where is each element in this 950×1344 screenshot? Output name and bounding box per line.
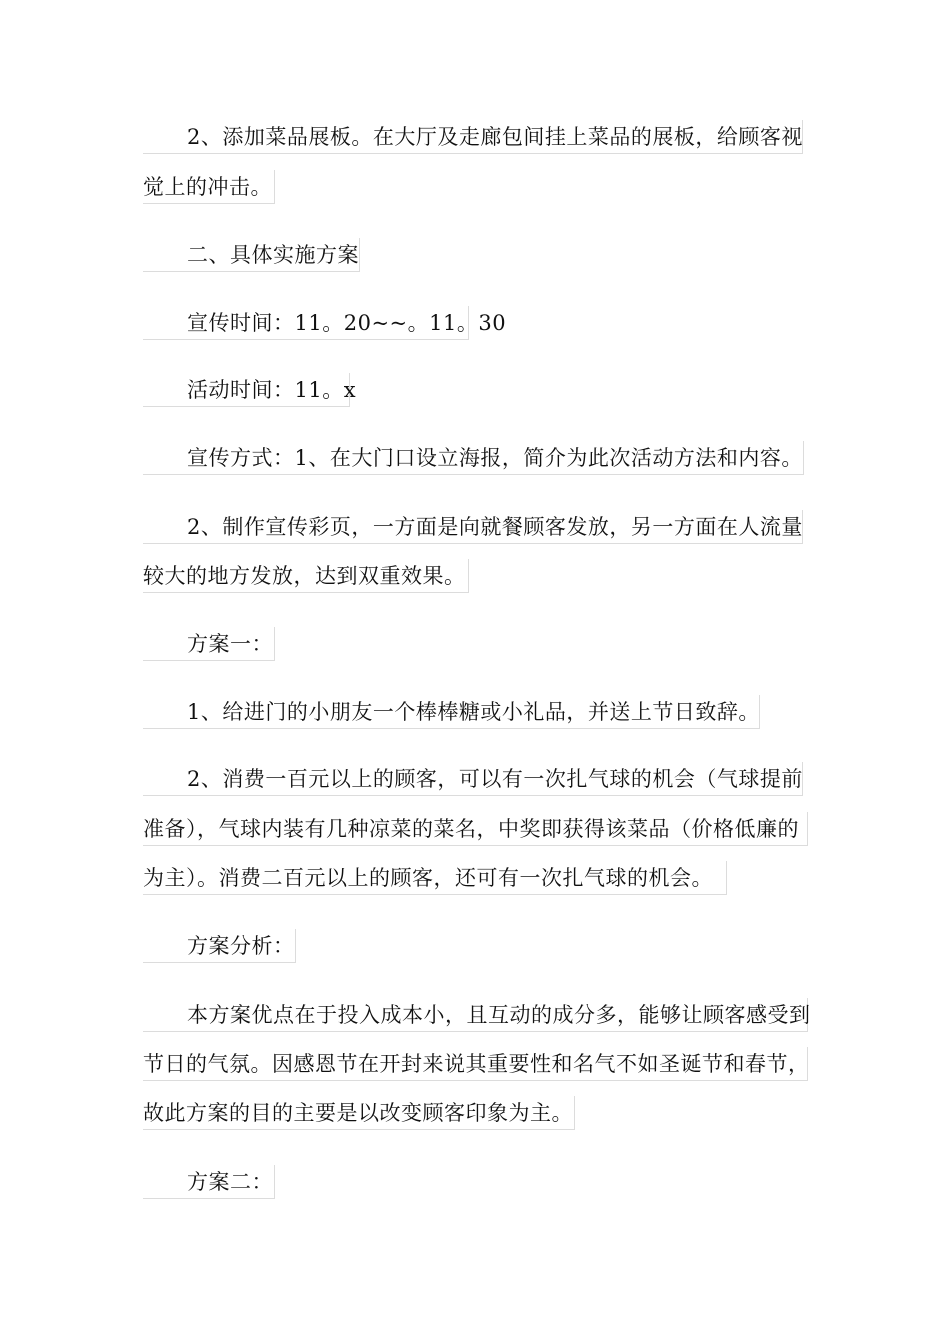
paragraph-line: 2、制作宣传彩页，一方面是向就餐顾客发放，另一方面在人流量 [143, 510, 803, 544]
section-heading: 二、具体实施方案 [143, 238, 360, 272]
paragraph-line: 觉上的冲击。 [143, 170, 275, 204]
paragraph-line: 宣传时间：11。20~~。11。30 [143, 306, 469, 340]
paragraph-line: 2、添加菜品展板。在大厅及走廊包间挂上菜品的展板，给顾客视 [143, 120, 803, 154]
paragraph-line: 活动时间：11。x [143, 373, 350, 407]
paragraph-line: 故此方案的目的主要是以改变顾客印象为主。 [143, 1096, 575, 1130]
section-heading: 方案分析： [143, 929, 296, 963]
paragraph-line: 准备），气球内装有几种凉菜的菜名，中奖即获得该菜品（价格低廉的 [143, 812, 808, 846]
paragraph-line: 较大的地方发放，达到双重效果。 [143, 559, 469, 593]
paragraph-line: 宣传方式：1、在大门口设立海报，简介为此次活动方法和内容。 [143, 441, 804, 475]
section-heading: 方案二： [143, 1165, 275, 1199]
paragraph-line: 本方案优点在于投入成本小，且互动的成分多，能够让顾客感受到 [143, 998, 808, 1032]
paragraph-line: 为主）。消费二百元以上的顾客，还可有一次扎气球的机会。 [143, 861, 727, 895]
paragraph-line: 节日的气氛。因感恩节在开封来说其重要性和名气不如圣诞节和春节， [143, 1047, 808, 1081]
paragraph-line: 2、消费一百元以上的顾客，可以有一次扎气球的机会（气球提前 [143, 762, 803, 796]
section-heading: 方案一： [143, 627, 275, 661]
paragraph-line: 1、给进门的小朋友一个棒棒糖或小礼品，并送上节日致辞。 [143, 695, 760, 729]
